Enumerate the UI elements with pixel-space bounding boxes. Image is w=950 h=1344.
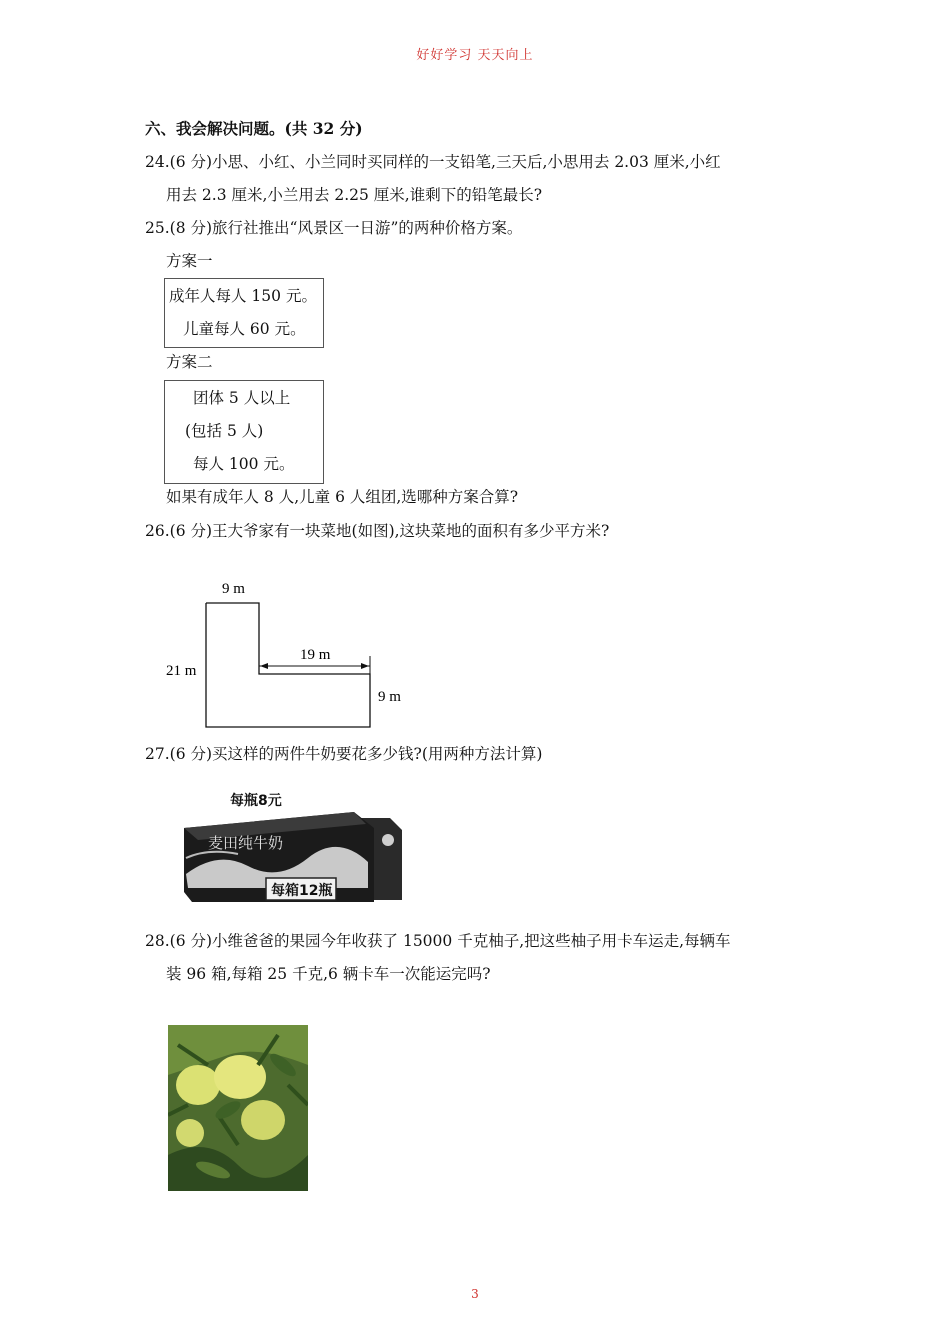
arrow-right-icon bbox=[361, 663, 369, 669]
q24-line2: 用去 2.3 厘米,小兰用去 2.25 厘米,谁剩下的铅笔最长? bbox=[166, 186, 543, 204]
q25-question: 如果有成年人 8 人,儿童 6 人组团,选哪种方案合算? bbox=[166, 488, 519, 506]
pomelo-photo bbox=[168, 1025, 308, 1191]
logo-icon bbox=[382, 834, 394, 846]
section-title: 六、我会解决问题。(共 32 分) bbox=[145, 119, 363, 138]
plan2-line-2: (包括 5 人) bbox=[185, 422, 264, 440]
label-right: 9 m bbox=[378, 689, 401, 705]
q28-line2: 装 96 箱,每箱 25 千克,6 辆卡车一次能运完吗? bbox=[166, 965, 491, 983]
field-outline bbox=[206, 603, 370, 727]
q24-line1: 24.(6 分)小思、小红、小兰同时买同样的一支铅笔,三天后,小思用去 2.03 厘米,小红 bbox=[145, 153, 721, 171]
arrow-left-icon bbox=[260, 663, 268, 669]
label-top: 9 m bbox=[222, 581, 245, 597]
plan1-box bbox=[164, 278, 324, 348]
plan2-label: 方案二 bbox=[166, 353, 213, 371]
plan1-line-1: 成年人每人 150 元。 bbox=[169, 287, 317, 305]
plan2-line-1: 团体 5 人以上 bbox=[193, 389, 291, 407]
q28-line1: 28.(6 分)小维爸爸的果园今年收获了 15000 千克柚子,把这些柚子用卡车运走,每辆车 bbox=[145, 932, 731, 950]
milk-cartons-image bbox=[178, 788, 408, 908]
field-diagram bbox=[160, 570, 420, 740]
label-left: 21 m bbox=[166, 663, 197, 679]
price-label: 每瓶8元 bbox=[230, 793, 282, 809]
plan1-line-2: 儿童每人 60 元。 bbox=[183, 320, 306, 338]
q26-line1: 26.(6 分)王大爷家有一块菜地(如图),这块菜地的面积有多少平方米? bbox=[145, 522, 610, 540]
page-number: 3 bbox=[471, 1287, 479, 1301]
box-label: 每箱12瓶 bbox=[271, 883, 333, 899]
q27-line1: 27.(6 分)买这样的两件牛奶要花多少钱?(用两种方法计算) bbox=[145, 745, 543, 763]
plan2-box bbox=[164, 380, 324, 484]
q25-line1: 25.(8 分)旅行社推出“风景区一日游”的两种价格方案。 bbox=[145, 219, 523, 237]
label-inner: 19 m bbox=[300, 647, 331, 663]
brand-label: 麦田纯牛奶 bbox=[208, 834, 284, 852]
plan2-line-3: 每人 100 元。 bbox=[193, 455, 295, 473]
plan1-label: 方案一 bbox=[166, 252, 213, 270]
page-header: 好好学习 天天向上 bbox=[416, 48, 534, 63]
